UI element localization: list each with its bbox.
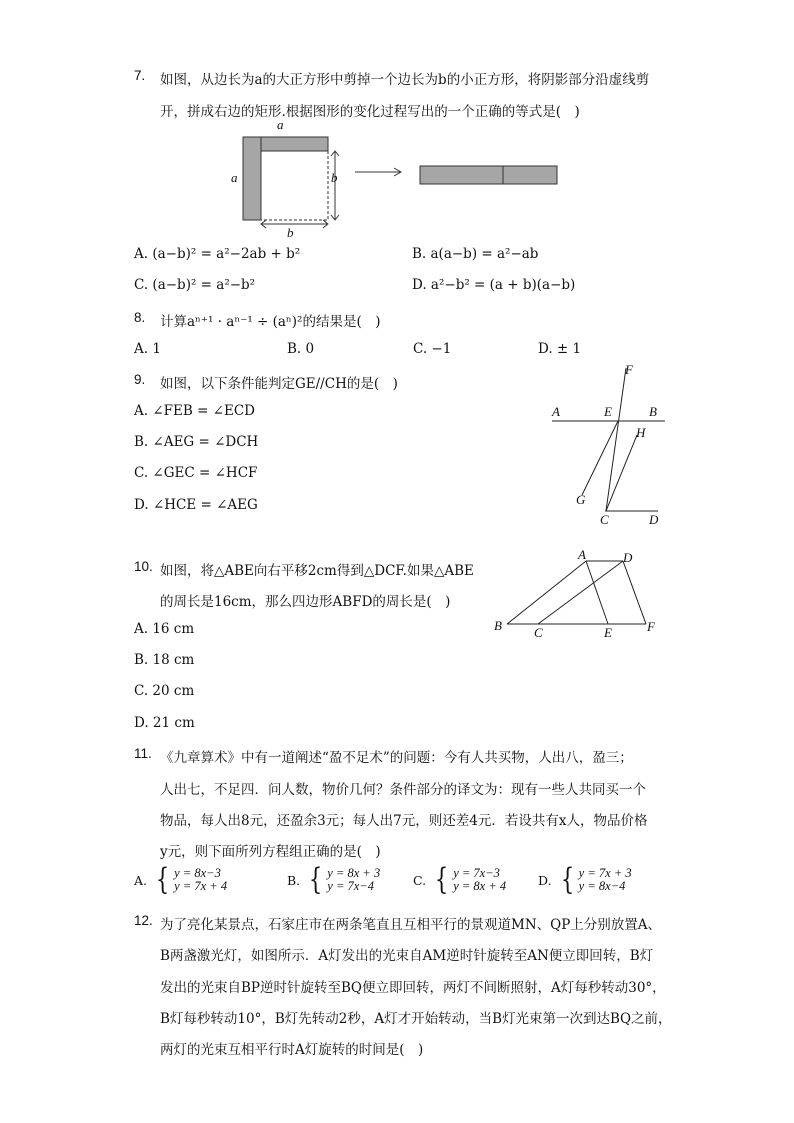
equation-line: y = 8x−4	[578, 879, 626, 893]
option-b[interactable]: B. 18 cm	[134, 652, 195, 668]
question-stem-line: B两盏激光灯，如图所示．A灯发出的光束自AM逆时针旋转至AN便立即回转，B灯	[160, 948, 654, 964]
option-d[interactable]: D. 21 cm	[134, 715, 195, 731]
question-stem-line: 的周长是16cm，那么四边形ABFD的周长是( )	[160, 594, 451, 610]
equation-line: y = 8x + 4	[453, 879, 507, 893]
option-c[interactable]: C. 20 cm	[134, 683, 195, 699]
option-label: C.	[413, 872, 427, 888]
equation-line: y = 7x + 4	[174, 879, 228, 893]
question-number: 11.	[134, 746, 152, 761]
option-label: A.	[134, 872, 148, 888]
option-d[interactable]: D. a²−b² = (a + b)(a−b)	[412, 277, 576, 293]
option-b[interactable]: B. 0	[287, 341, 315, 357]
option-b[interactable]	[287, 862, 381, 897]
label-D: D	[649, 512, 659, 527]
label-B: B	[649, 404, 657, 419]
option-d[interactable]: D. ± 1	[538, 341, 582, 357]
question-stem-line: 《九章算术》中有一道阐述“盈不足术”的问题：今有人共买物，人出八，盈三；	[160, 750, 633, 766]
label-C: C	[600, 512, 609, 527]
option-label: B.	[287, 872, 301, 888]
equation-line: y = 7x−3	[453, 866, 500, 880]
option-a[interactable]: A. 16 cm	[134, 621, 195, 637]
question-number: 8.	[134, 310, 146, 325]
option-c[interactable]	[413, 862, 507, 897]
option-d[interactable]: D. ∠HCE = ∠AEG	[134, 497, 258, 513]
question-stem-line: 开，拼成右边的矩形.根据图形的变化过程写出的一个正确的等式是( )	[160, 104, 580, 120]
question-number: 9.	[134, 372, 146, 387]
option-a[interactable]: A. 1	[134, 341, 161, 357]
option-c[interactable]: C. (a−b)² = a²−b²	[134, 277, 256, 293]
question-stem-line: 物品，每人出8元，还盈余3元；每人出7元，则还差4元．若设共有x人，物品价格	[160, 813, 648, 829]
question-stem-line: 如图，从边长为a的大正方形中剪掉一个边长为b的小正方形，将阴影部分沿虚线剪	[160, 72, 650, 88]
label-G: G	[576, 492, 586, 507]
question-number: 10.	[134, 559, 153, 574]
option-label: D.	[538, 872, 552, 888]
equation-line: y = 8x + 3	[327, 866, 381, 880]
label-E: E	[604, 625, 612, 640]
question-stem-line: 计算aⁿ⁺¹ · aⁿ⁻¹ ÷ (aⁿ)²的结果是( )	[160, 314, 381, 330]
option-a[interactable]	[134, 862, 228, 897]
option-b[interactable]: B. a(a−b) = a²−ab	[412, 246, 539, 262]
option-d[interactable]	[538, 862, 632, 897]
question-stem-line: y元，则下面所列方程组正确的是( )	[160, 844, 381, 860]
question-stem-line: 如图，以下条件能判定GE//CH的是( )	[160, 376, 398, 392]
brace: {	[434, 862, 449, 897]
label-A: A	[578, 547, 586, 562]
label-E: E	[604, 404, 612, 419]
label-H: H	[636, 425, 646, 440]
parallel-lines-figure	[540, 360, 680, 530]
label-F: F	[647, 619, 655, 634]
label-F: F	[625, 362, 633, 377]
option-a[interactable]: A. ∠FEB = ∠ECD	[134, 403, 255, 419]
brace: {	[155, 862, 170, 897]
question-number: 12.	[134, 913, 153, 928]
option-c[interactable]: C. ∠GEC = ∠HCF	[134, 465, 258, 481]
label-A: A	[552, 404, 560, 419]
label-b-right: b	[331, 170, 338, 185]
label-a-left: a	[231, 170, 238, 185]
equation-line: y = 7x + 3	[578, 866, 632, 880]
equation-line: y = 7x−4	[327, 879, 374, 893]
option-b[interactable]: B. ∠AEG = ∠DCH	[134, 434, 259, 450]
square-cut-figure	[225, 115, 570, 240]
question-stem-line: 人出七，不足四．问人数，物价几何？条件部分的译文为：现有一些人共同买一个	[160, 782, 646, 798]
question-stem-line: 为了亮化某景点，石家庄市在两条笔直且互相平行的景观道MN、QP上分别放置A、	[160, 917, 662, 933]
option-a[interactable]: A. (a−b)² = a²−2ab + b²	[134, 246, 301, 262]
option-c[interactable]: C. −1	[413, 341, 452, 357]
label-a-top: a	[277, 117, 284, 132]
question-stem-line: 发出的光束自BP逆时针旋转至BQ便立即回转，两灯不间断照射，A灯每秒转动30°，	[160, 980, 666, 996]
label-B: B	[494, 618, 502, 633]
brace: {	[560, 862, 574, 897]
equation-line: y = 8x−3	[174, 866, 221, 880]
question-number: 7.	[134, 68, 146, 83]
question-stem-line: B灯每秒转动10°，B灯先转动2秒，A灯才开始转动，当B灯光束第一次到达BQ之前，	[160, 1011, 672, 1027]
label-C: C	[534, 625, 543, 640]
question-stem-line: 如图，将△ABE向右平移2cm得到△DCF.如果△ABE	[160, 563, 474, 579]
label-b-bottom: b	[287, 225, 294, 240]
translation-figure	[488, 545, 668, 645]
brace: {	[309, 862, 323, 897]
question-stem-line: 两灯的光束互相平行时A灯旋转的时间是( )	[160, 1042, 424, 1058]
label-D: D	[623, 550, 633, 565]
